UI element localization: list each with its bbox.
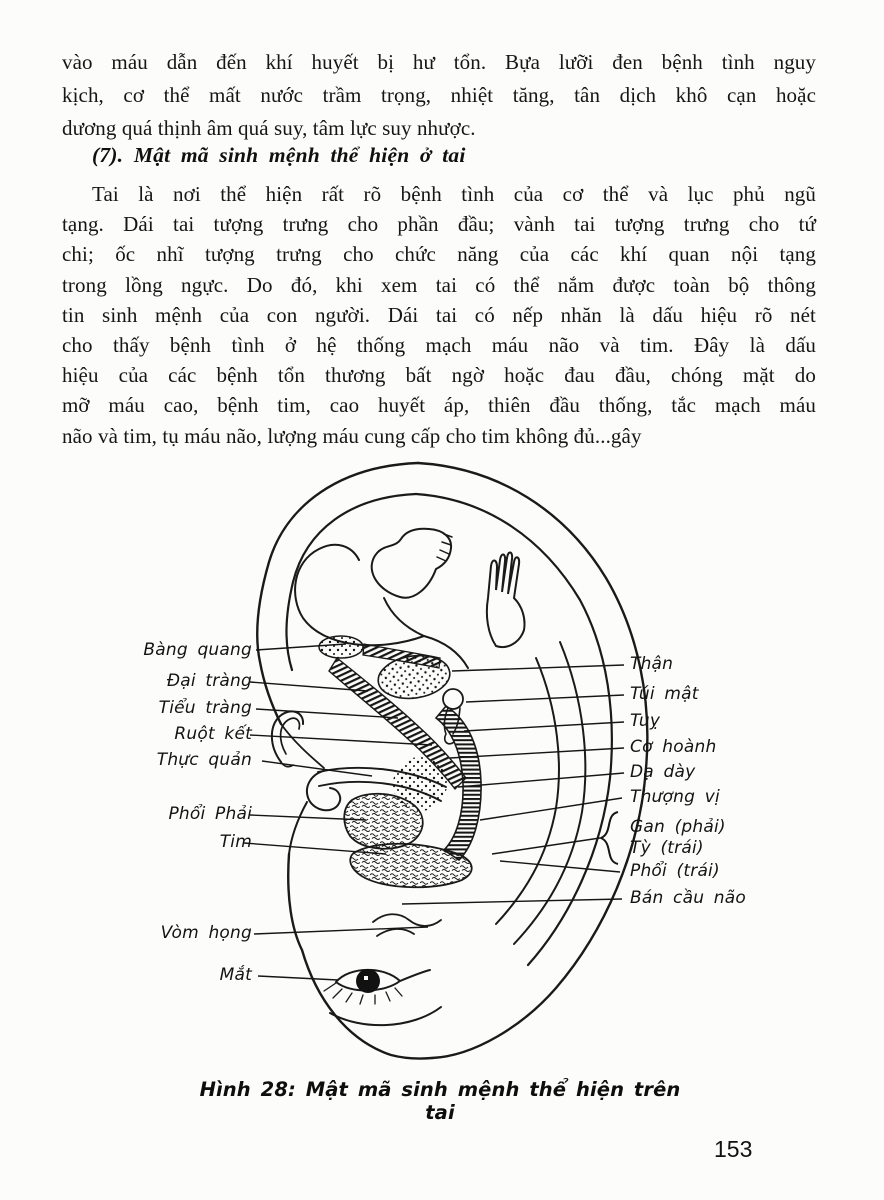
eye-illustration <box>324 969 430 1004</box>
label-ty-trai: Tỳ (trái) <box>630 838 704 858</box>
throat-wave <box>373 914 441 926</box>
label-tui-mat: Túi mật <box>630 684 699 704</box>
bladder-zone <box>319 636 363 658</box>
label-vom-hong: Vòm họng <box>160 923 252 943</box>
page-number: 153 <box>714 1136 753 1162</box>
label-thuong-vi: Thượng vị <box>630 787 720 807</box>
figure-caption: Hình 28: Mật mã sinh mệnh thể hiện trên tai <box>199 1078 681 1124</box>
label-da-day: Dạ dày <box>630 762 696 782</box>
body-line: dương quá thịnh âm quá suy, tâm lực suy nhược. <box>62 116 476 140</box>
body-line: Tai là nơi thể hiện rất rõ bệnh tình của cơ thể và lục phủ ngũ <box>92 182 816 206</box>
diagram-labels-right <box>630 0 840 1100</box>
body-line: cho thấy bệnh tình ở hệ thống mạch máu não và tim. Đây là dấu <box>62 333 816 358</box>
organ-zones <box>318 636 481 887</box>
label-phoi-phai: Phổi Phải <box>168 804 252 824</box>
body-line: mỡ máu cao, bệnh tim, cao huyết áp, thiên đầu thống, tắc mạch máu <box>62 393 816 418</box>
label-ruot-ket: Ruột kết <box>174 724 252 744</box>
section-heading: (7). Mật mã sinh mệnh thể hiện ở tai <box>92 143 466 167</box>
body-line: vào máu dẫn đến khí huyết bị hư tổn. Bựa lưỡi đen bệnh tình nguy <box>62 50 816 74</box>
body-line: chi; ốc nhĩ tượng trưng cho chức năng của các khí quan nội tạng <box>62 242 816 267</box>
label-co-hoanh: Cơ hoành <box>630 737 717 757</box>
body-line: tạng. Dái tai tượng trưng cho phần đầu; vành tai tượng trưng cho tứ <box>62 212 816 237</box>
label-phoi-trai: Phổi (trái) <box>630 861 720 881</box>
lung-zone <box>344 794 423 849</box>
label-thuc-quan: Thực quản <box>156 750 252 770</box>
body-line: kịch, cơ thể mất nước trầm trọng, nhiệt tăng, tân dịch khô cạn hoặc <box>62 83 816 107</box>
mouth-curve <box>330 1007 441 1025</box>
label-dai-trang: Đại tràng <box>166 671 252 691</box>
label-mat: Mắt <box>219 965 252 985</box>
nose-curve <box>307 770 340 810</box>
body-line: tin sinh mệnh của con người. Dái tai có nếp nhăn là dấu hiệu rõ nét <box>62 302 816 327</box>
label-tim: Tim <box>219 832 252 852</box>
label-ban-cau-nao: Bán cầu não <box>630 888 746 908</box>
body-line: não và tim, tụ máu não, lượng máu cung cấp cho tim không đủ...gây <box>62 423 642 448</box>
label-tuy: Tuỵ <box>630 711 661 731</box>
body-line: trong lồng ngực. Do đó, khi xem tai có thể nắm được toàn bộ thông <box>62 272 816 297</box>
label-than: Thận <box>630 654 674 674</box>
foot-shape <box>372 529 451 598</box>
hand-shape <box>487 552 525 647</box>
diagram-labels-left <box>58 0 252 1100</box>
label-gan-phai: Gan (phải) <box>630 817 726 837</box>
label-bang-quang: Bàng quang <box>143 640 252 660</box>
body-line: hiệu của các bệnh tổn thương bất ngờ hoặc đau đầu, chóng mặt do <box>62 363 816 388</box>
label-tieu-trang: Tiểu tràng <box>158 698 252 718</box>
